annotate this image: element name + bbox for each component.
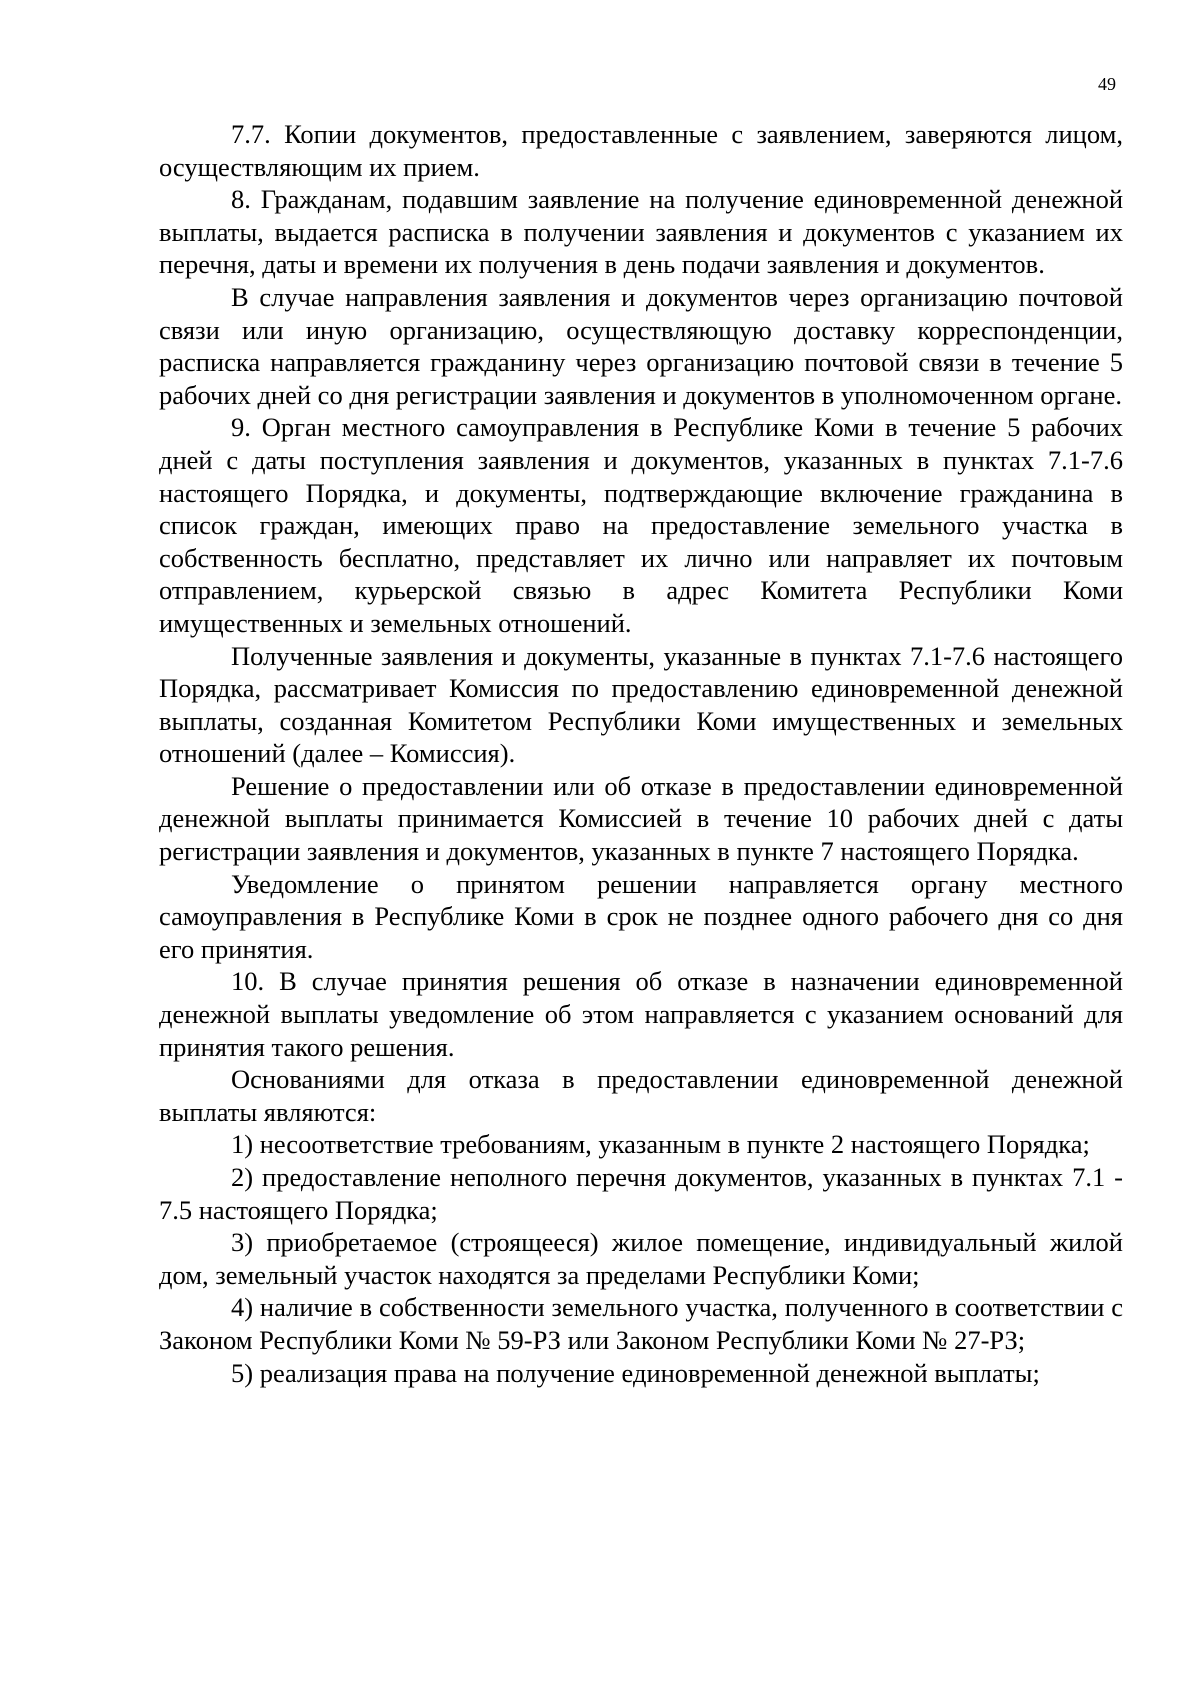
page-number: 49 <box>1098 74 1116 94</box>
list-item-2: 2) предоставление неполного перечня документов, указанных в пунктах 7.1 - 7.5 настоящего Порядка; <box>159 1162 1123 1225</box>
paragraph-8: 8. Гражданам, подавшим заявление на получение единовременной денежной выплаты, выдается расписка в получении заявления и документов с указанием их перечня, даты и времени их получения в день подачи заявления и документов. <box>159 184 1123 280</box>
paragraph-7-7: 7.7. Копии документов, предоставленные с заявлением, заверяются лицом, осуществляющим их прием. <box>159 119 1123 182</box>
list-item-3: 3) приобретаемое (строящееся) жилое помещение, индивидуальный жилой дом, земельный участок находятся за пределами Республики Коми; <box>159 1227 1123 1290</box>
list-item-4: 4) наличие в собственности земельного участка, полученного в соответствии с Законом Республики Коми № 59-РЗ или Законом Республики Коми № 27-РЗ; <box>159 1292 1123 1355</box>
paragraph-10: 10. В случае принятия решения об отказе в назначении единовременной денежной выплаты уведомление об этом направляется с указанием оснований для принятия такого решения. <box>159 966 1123 1062</box>
paragraph-9: 9. Орган местного самоуправления в Республике Коми в течение 5 рабочих дней с даты поступления заявления и документов, указанных в пунктах 7.1-7.6 настоящего Порядка, и документы, подтверждающие включение гражданина в список граждан, имеющих право на предоставление земельного участка в собственность бесплатно, представляет их лично или направляет их почтовым отправлением, курьерской связью в адрес Комитета Республики Коми имущественных и земельных отношений. <box>159 412 1123 638</box>
paragraph-9-commission: Полученные заявления и документы, указанные в пунктах 7.1-7.6 настоящего Порядка, рассматривает Комиссия по предоставлению единовременной денежной выплаты, созданная Комитетом Республики Коми имущественных и земельных отношений (далее – Комиссия). <box>159 640 1123 769</box>
list-item-5: 5) реализация права на получение единовременной денежной выплаты; <box>231 1357 1040 1388</box>
document-body <box>159 118 1123 1389</box>
paragraph-9-decision: Решение о предоставлении или об отказе в предоставлении единовременной денежной выплаты принимается Комиссией в течение 10 рабочих дней с даты регистрации заявления и документов, указанных в пункте 7 настоящего Порядка. <box>159 770 1123 867</box>
paragraph-10-grounds: Основаниями для отказа в предоставлении единовременной денежной выплаты являются: <box>159 1064 1123 1127</box>
paragraph-8-mail: В случае направления заявления и документов через организацию почтовой связи или иную организацию, осуществляющую доставку корреспонденции, расписка направляется гражданину через организацию почтовой связи в течение 5 рабочих дней со дня регистрации заявления и документов в уполномоченном органе. <box>159 281 1123 410</box>
list-item-1: 1) несоответствие требованиям, указанным в пункте 2 настоящего Порядка; <box>231 1129 1090 1160</box>
paragraph-9-notification: Уведомление о принятом решении направляется органу местного самоуправления в Республике Коми в срок не позднее одного рабочего дня со дня его принятия. <box>159 868 1123 964</box>
